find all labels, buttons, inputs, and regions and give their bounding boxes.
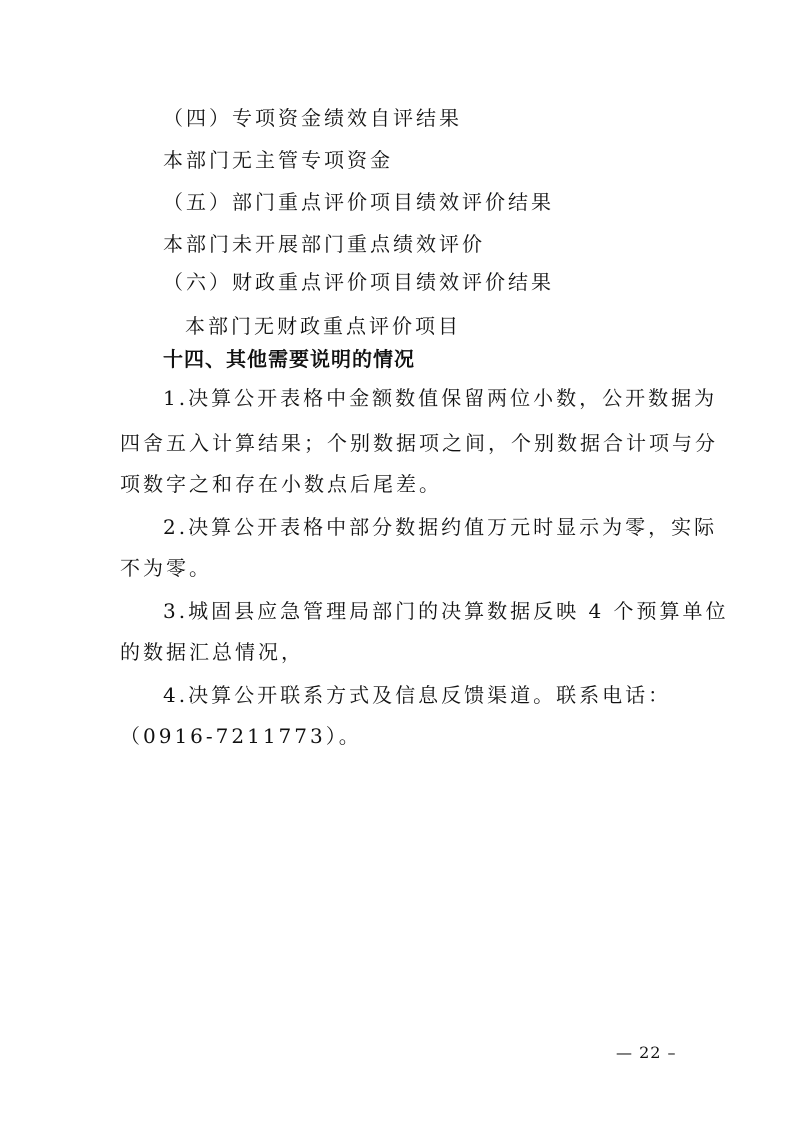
item-3-line-2: 的数据汇总情况，: [120, 640, 304, 664]
section-5-body: 本部门未开展部门重点绩效评价: [163, 232, 485, 256]
section-14-heading: 十四、其他需要说明的情况: [163, 347, 415, 371]
item-2-line-2: 不为零。: [120, 556, 212, 580]
item-3-line-1: 3.城固县应急管理局部门的决算数据反映 4 个预算单位: [163, 599, 729, 623]
item-1-line-3: 项数字之和存在小数点后尾差。: [120, 472, 442, 496]
item-1-line-2: 四舍五入计算结果；个别数据项之间，个别数据合计项与分: [120, 431, 718, 455]
item-4-line-1: 4.决算公开联系方式及信息反馈渠道。联系电话：: [163, 683, 672, 707]
section-4-title: （四）专项资金绩效自评结果: [163, 106, 462, 130]
section-6-title: （六）财政重点评价项目绩效评价结果: [163, 270, 554, 294]
section-4-body: 本部门无主管专项资金: [163, 148, 393, 172]
item-2-line-1: 2.决算公开表格中部分数据约值万元时显示为零，实际: [163, 515, 718, 539]
item-1-line-1: 1.决算公开表格中金额数值保留两位小数，公开数据为: [163, 386, 718, 410]
item-4-line-2: （0916-7211773）。: [120, 724, 362, 748]
section-6-body: 本部门无财政重点评价项目: [185, 314, 461, 338]
section-5-title: （五）部门重点评价项目绩效评价结果: [163, 190, 554, 214]
page-number: — 22 –: [616, 1043, 677, 1062]
